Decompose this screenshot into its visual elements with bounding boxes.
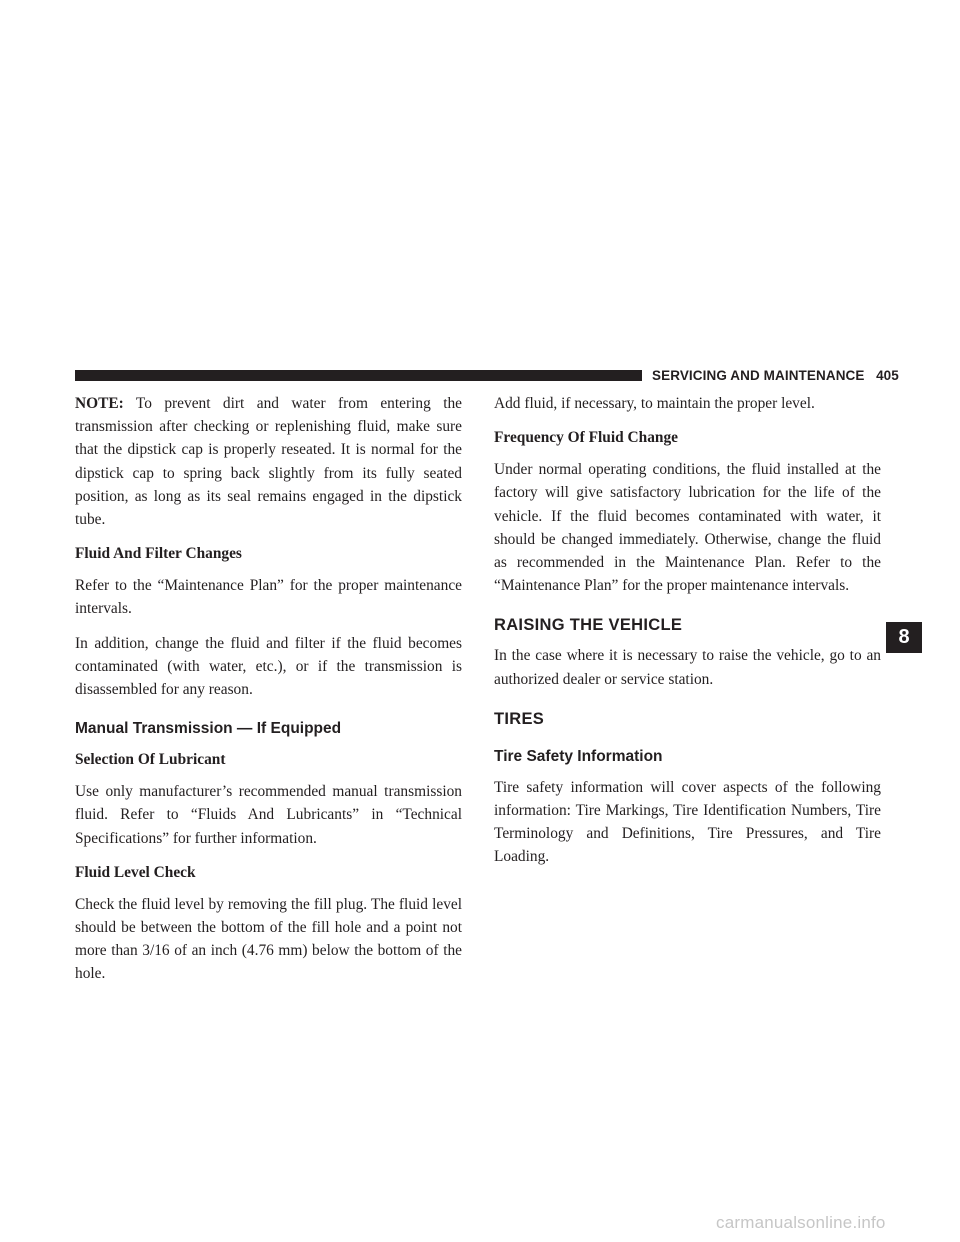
frequency-paragraph: Under normal operating conditions, the fluid installed at the factory will give satisfactory lubrication for the life of the vehicle. If the fluid becomes contaminated with water, it should be changed immediately. Otherwise, change the fluid as recommended in the Maintenance Plan. Refer to the “Maintenance Plan” for the proper maintenance intervals. [494,461,881,595]
running-header [652,368,899,383]
section-title: SERVICING AND MAINTENANCE [652,368,865,383]
raising-vehicle-paragraph: In the case where it is necessary to raise the vehicle, go to an authorized dealer or service station. [494,647,881,688]
fluid-filter-paragraph-2: In addition, change the fluid and filter if the fluid becomes contaminated (with water, etc.), or if the transmission is disassembled for any reason. [75,634,462,699]
tires-heading: TIRES [494,709,545,728]
fluid-filter-heading: Fluid And Filter Changes [75,545,242,563]
right-column [494,392,881,880]
tire-safety-heading: Tire Safety Information [494,747,663,765]
fluid-level-heading: Fluid Level Check [75,863,196,881]
raising-vehicle-heading: RAISING THE VEHICLE [494,616,683,635]
note-label: NOTE: [75,395,124,412]
note-text: To prevent dirt and water from entering the transmission after checking or replenishing fluid, make sure that the dipstick cap is properly reseated. It is normal for the dipstick cap to spring back slightly from its fully seated position, as long as its seal remains engaged in the dipstick tube. [75,395,462,529]
tire-safety-paragraph: Tire safety information will cover aspects of the following information: Tire Markings, Tire Identification Numbers, Tire Terminology and Definitions, Tire Pressures, and Tire Loading. [494,778,881,866]
frequency-heading: Frequency Of Fluid Change [494,429,678,447]
header-rule [75,370,642,381]
lubricant-paragraph: Use only manufacturer’s recommended manual transmission fluid. Refer to “Fluids And Lubricants” in “Technical Specifications” for further information. [75,783,462,847]
page-number: 405 [876,368,899,383]
note-paragraph [75,392,462,531]
fluid-filter-paragraph-1: Refer to the “Maintenance Plan” for the proper maintenance intervals. [75,577,462,618]
add-fluid-paragraph: Add fluid, if necessary, to maintain the proper level. [494,395,815,412]
lubricant-heading: Selection Of Lubricant [75,751,226,769]
watermark: carmanualsonline.info [716,1213,886,1232]
fluid-level-paragraph: Check the fluid level by removing the fill plug. The fluid level should be between the bottom of the fill hole and a point not more than 3/16 of an inch (4.76 mm) below the bottom of the hole. [75,895,462,983]
chapter-tab: 8 [886,622,922,653]
manual-transmission-heading: Manual Transmission — If Equipped [75,720,342,738]
left-column [75,392,462,997]
